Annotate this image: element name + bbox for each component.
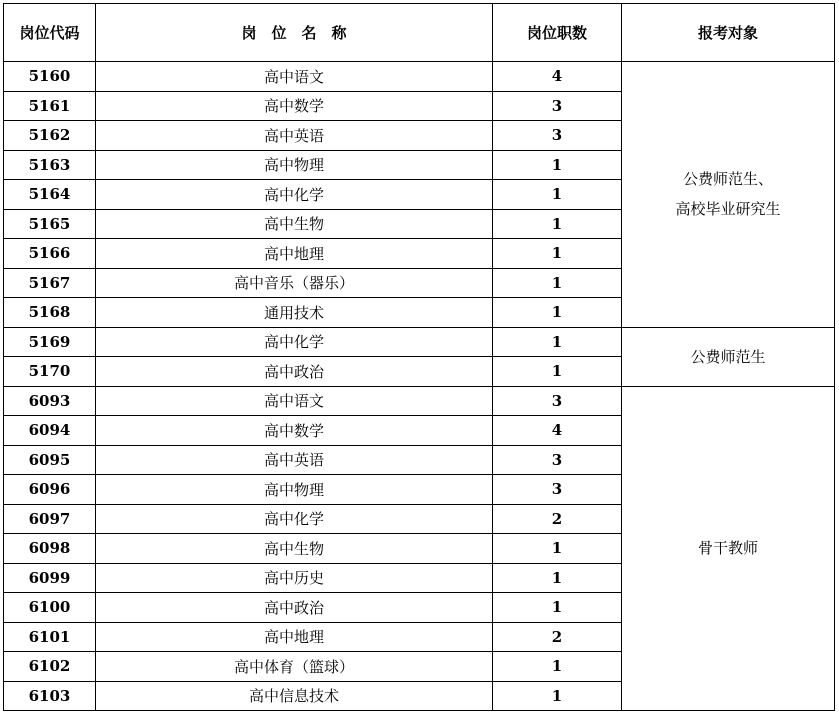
position-name: 高中物理 <box>96 475 493 505</box>
position-count: 4 <box>493 416 622 446</box>
position-name: 高中语文 <box>96 62 493 92</box>
position-name: 通用技术 <box>96 298 493 328</box>
position-code: 6099 <box>4 563 96 593</box>
header-name: 岗 位 名 称 <box>96 4 493 62</box>
position-code: 6100 <box>4 593 96 623</box>
position-count: 1 <box>493 239 622 269</box>
position-code: 6095 <box>4 445 96 475</box>
position-name: 高中政治 <box>96 357 493 387</box>
table-row <box>4 386 835 416</box>
position-count: 2 <box>493 504 622 534</box>
position-count: 1 <box>493 209 622 239</box>
position-count: 1 <box>493 327 622 357</box>
position-code: 5169 <box>4 327 96 357</box>
position-count: 1 <box>493 150 622 180</box>
positions-table <box>3 3 835 711</box>
position-name: 高中语文 <box>96 386 493 416</box>
position-count: 1 <box>493 180 622 210</box>
position-code: 6103 <box>4 681 96 711</box>
position-name: 高中物理 <box>96 150 493 180</box>
position-name: 高中音乐（器乐） <box>96 268 493 298</box>
position-name: 高中英语 <box>96 445 493 475</box>
position-name: 高中英语 <box>96 121 493 151</box>
table-body <box>4 62 835 711</box>
position-code: 5170 <box>4 357 96 387</box>
position-code: 5162 <box>4 121 96 151</box>
applicant-target <box>622 62 835 328</box>
position-count: 1 <box>493 652 622 682</box>
position-count: 3 <box>493 91 622 121</box>
position-count: 1 <box>493 681 622 711</box>
table-header <box>4 4 835 62</box>
position-code: 6096 <box>4 475 96 505</box>
position-name: 高中历史 <box>96 563 493 593</box>
position-code: 6097 <box>4 504 96 534</box>
position-count: 3 <box>493 386 622 416</box>
applicant-target-line: 骨干教师 <box>697 539 758 558</box>
position-code: 6098 <box>4 534 96 564</box>
applicant-target-line: 公费师范生、 <box>682 170 773 189</box>
position-name: 高中化学 <box>96 327 493 357</box>
position-count: 1 <box>493 298 622 328</box>
position-code: 5161 <box>4 91 96 121</box>
position-code: 5160 <box>4 62 96 92</box>
position-code: 5167 <box>4 268 96 298</box>
position-code: 6102 <box>4 652 96 682</box>
position-code: 5164 <box>4 180 96 210</box>
position-name: 高中政治 <box>96 593 493 623</box>
position-count: 1 <box>493 593 622 623</box>
position-name: 高中信息技术 <box>96 681 493 711</box>
position-name: 高中体育（篮球） <box>96 652 493 682</box>
position-count: 3 <box>493 445 622 475</box>
position-name: 高中化学 <box>96 504 493 534</box>
header-code: 岗位代码 <box>4 4 96 62</box>
header-target: 报考对象 <box>622 4 835 62</box>
position-count: 3 <box>493 121 622 151</box>
position-name: 高中数学 <box>96 91 493 121</box>
position-count: 1 <box>493 563 622 593</box>
applicant-target <box>622 386 835 711</box>
position-code: 6093 <box>4 386 96 416</box>
table-row <box>4 62 835 92</box>
header-count: 岗位职数 <box>493 4 622 62</box>
position-name: 高中数学 <box>96 416 493 446</box>
header-row <box>4 4 835 62</box>
position-code: 5165 <box>4 209 96 239</box>
applicant-target-line: 公费师范生 <box>690 347 766 366</box>
position-code: 6094 <box>4 416 96 446</box>
position-count: 4 <box>493 62 622 92</box>
position-name: 高中地理 <box>96 239 493 269</box>
position-name: 高中化学 <box>96 180 493 210</box>
position-name: 高中生物 <box>96 534 493 564</box>
position-count: 3 <box>493 475 622 505</box>
position-count: 2 <box>493 622 622 652</box>
position-count: 1 <box>493 268 622 298</box>
applicant-target-line: 高校毕业研究生 <box>675 200 781 219</box>
position-count: 1 <box>493 534 622 564</box>
position-name: 高中地理 <box>96 622 493 652</box>
table-row <box>4 327 835 357</box>
position-code: 5168 <box>4 298 96 328</box>
position-name: 高中生物 <box>96 209 493 239</box>
position-code: 6101 <box>4 622 96 652</box>
position-count: 1 <box>493 357 622 387</box>
position-code: 5163 <box>4 150 96 180</box>
position-code: 5166 <box>4 239 96 269</box>
applicant-target <box>622 327 835 386</box>
